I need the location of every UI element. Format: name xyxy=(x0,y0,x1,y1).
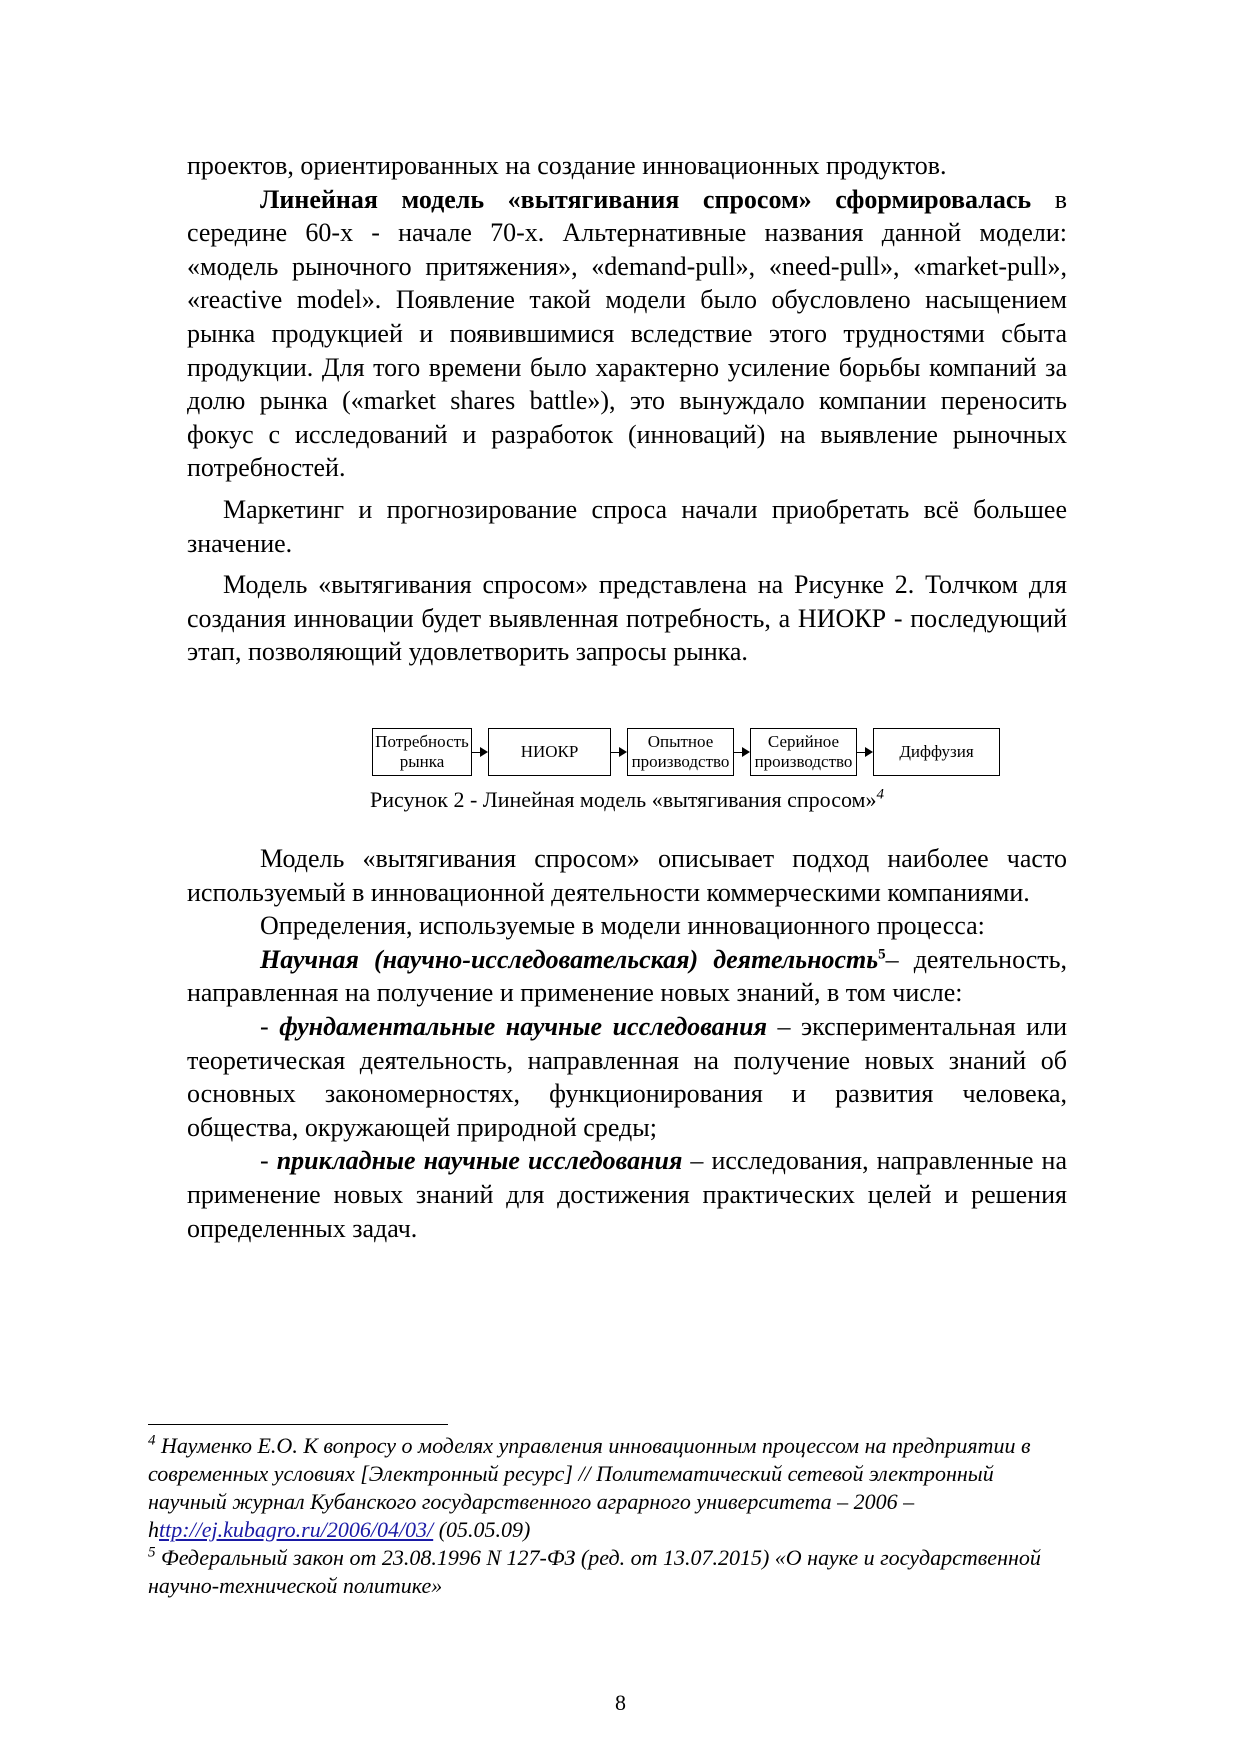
footnotes xyxy=(148,1432,1068,1600)
term-fundamental-research: фундаментальные научные исследования xyxy=(279,1011,767,1041)
paragraph-1: Линейная модель «вытягивания спросом» сформировалась в середине 60-х - начале 70-х. Альтернативные названия данной модели: «модель рыночного притяжения», «demand-pull», «need-pull», «market-pull», «reactive model». Появление такой модели было обусловлено насыщением рынка продукцией и появившимися вследствие этого трудностями сбыта продукции. Для того времени было характерно усиление борьбы компаний за долю рынка («market shares battle»), это вынуждало компании переносить фокус с исследований и разработок (инноваций) на выявление рыночных потребностей. xyxy=(187,184,1067,483)
footnote-separator xyxy=(148,1424,448,1425)
paragraph-8: - прикладные научные исследования – исследования, направленные на применение новых знаний для достижения практических целей и решения определенных задач. xyxy=(187,1146,1067,1243)
term-scientific-activity: Научная (научно-исследовательская) деятельность xyxy=(260,944,879,974)
flow-diagram xyxy=(372,728,1052,786)
paragraph-0: проектов, ориентированных на создание инновационных продуктов. xyxy=(187,151,947,180)
term-applied-research: прикладные научные исследования xyxy=(276,1146,683,1176)
arrow-icon xyxy=(857,752,871,753)
bold-heading: Линейная модель «вытягивания спросом» сформировалась xyxy=(260,184,1032,214)
box-rnd: НИОКР xyxy=(488,728,611,776)
arrow-icon xyxy=(734,752,748,753)
footnote-5: $^5$ Федеральный закон от 23.08.1996 N 127-ФЗ (ред. от 13.07.2015) «О науке и государственной научно-технической политике» xyxy=(148,1544,1041,1598)
arrow-icon xyxy=(611,752,625,753)
paragraph-3: Модель «вытягивания спросом» представлена на Рисунке 2. Толчком для создания инновации будет выявленная потребность, а НИОКР - последующий этап, позволяющий удовлетворить запросы рынка. xyxy=(187,570,1067,667)
body-text xyxy=(187,149,1067,669)
footnote-4: $^4$ Науменко Е.О. К вопросу о моделях управления инновационным процессом на предприятии в современных условиях [Электронный ресурс] // Политематический сетевой электронный научный журнал Кубанского государственного аграрного университета – 2006 – http://ej.kubagro.ru/2006/04/03/ (05.05.09) xyxy=(148,1432,1031,1542)
footnote-link[interactable]: ttp://ej.kubagro.ru/2006/04/03/ xyxy=(159,1517,434,1542)
body-text-2 xyxy=(187,842,1067,1245)
paragraph-4: Модель «вытягивания спросом» описывает подход наиболее часто используемый в инновационной деятельности коммерческими компаниями. xyxy=(187,844,1067,907)
paragraph-7: - фундаментальные научные исследования – экспериментальная или теоретическая деятельность, направленная на получение новых знаний об основных закономерностях, функционирования и развития человека, общества, окружающей природной среды; xyxy=(187,1011,1067,1142)
box-diffusion: Диффузия xyxy=(873,728,1000,776)
box-pilot-production: Опытное производство xyxy=(627,728,734,776)
figure-caption: Рисунок 2 - Линейная модель «вытягивания спросом»$^4$ xyxy=(370,786,884,812)
paragraph-2: Маркетинг и прогнозирование спроса начали приобретать всё большее значение. xyxy=(187,494,1067,558)
footnote-ref: 4 xyxy=(876,786,884,803)
box-serial-production: Серийное производство xyxy=(750,728,857,776)
paragraph-5: Определения, используемые в модели инновационного процесса: xyxy=(260,911,985,941)
arrow-icon xyxy=(472,752,486,753)
page-number: 8 xyxy=(615,1690,626,1715)
box-market-need: Потребность рынка xyxy=(372,728,472,776)
footnote-ref: 5 xyxy=(878,946,886,963)
paragraph-6: Научная (научно-исследовательская) деятельность$^5$– деятельность, направленная на получение и применение новых знаний, в том числе: xyxy=(187,944,1067,1008)
